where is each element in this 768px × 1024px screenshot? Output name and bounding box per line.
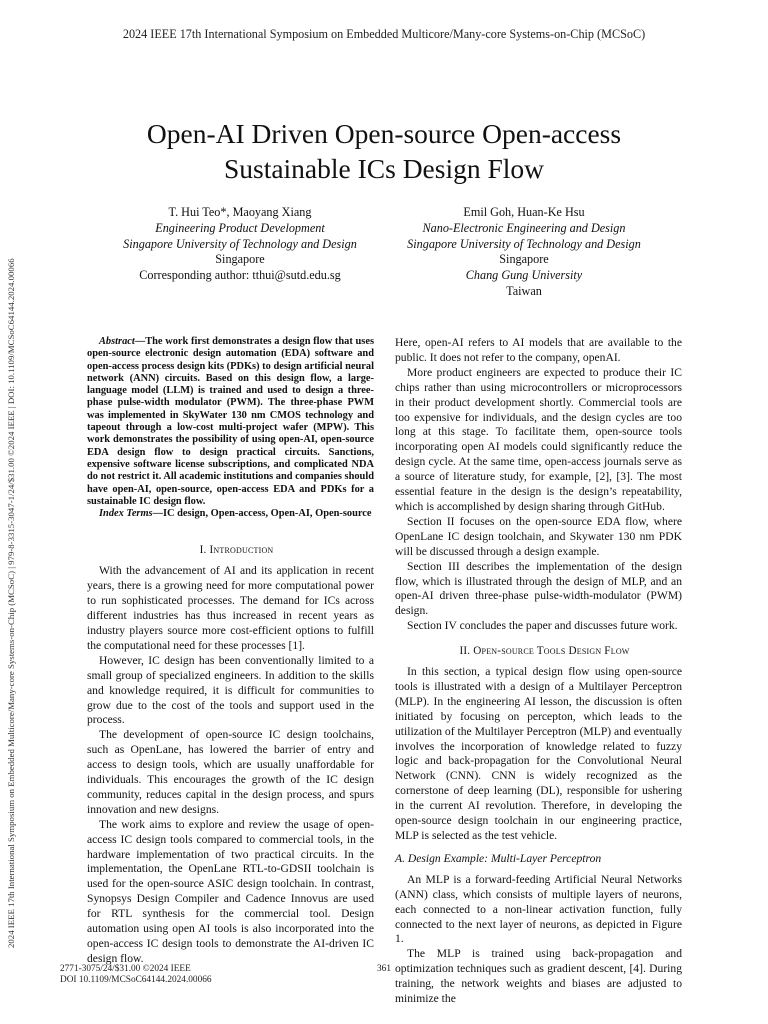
title-line-2: Sustainable ICs Design Flow <box>223 152 545 184</box>
section-heading: I. Introduction <box>199 544 274 557</box>
author-univ: Singapore University of Technology and Design <box>407 236 641 251</box>
paragraph: More product engineers are expected to produce their IC chips rather than using microcontrollers or microprocessors in their product development shortly. Commercial tools are too expensive for individuals, and the design cycles are too long at this stage. To facilitate them, open-source tools incorporating open AI models could significantly reduce the design cycle. At the same time, open-access journals serve as a source of literature study, for example, [2], [3]. The most essential feature in the design is the design’s repeatability, which is accomplished by design sharing through GitHub. <box>395 365 682 513</box>
doi-sidebar: 2024 IEEE 17th International Symposium on Embedded Multicore/Many-core Systems-on-Chip (MCSoC) | 979-8-3315-3047-1/24/$31.00 ©2024 IEEE | DOI: 10.1109/MCSoC64144.2024.00066 <box>6 258 16 948</box>
author-block-1 <box>90 205 390 284</box>
subsection-heading: A. Design Example: Multi-Layer Perceptron <box>395 851 602 865</box>
title-line-1: Open-AI Driven Open-source Open-access <box>146 118 622 149</box>
author-country: Taiwan <box>506 283 542 298</box>
abstract <box>87 336 374 508</box>
paragraph: The development of open-source IC design toolchains, such as OpenLane, has lowered the barrier of entry and access to design tools, which are usually unaffordable for individuals. This encourages the growth of the IC design community, reduces capital in the design process, and spurs innovation and new designs. <box>87 728 374 816</box>
conference-header: 2024 IEEE 17th International Symposium on Embedded Multicore/Many-core Systems-on-Chip (MCSoC) <box>122 27 646 41</box>
abstract-text: —The work first demonstrates a design flow that uses open-source electronic design automation (EDA) software and open-access process design kits (PDKs) to design artificial neural network (ANN) circuits. Based on this design flow, a large-language model (LLM) is trained and used to design a three-phase pulse-width modulator (PWM). The three-phase PWM was implemented in SkyWater 130 nm CMOS technology and tapeout through a low-cost multi-project wafer (MPW). This work demonstrates the possibility of using open-AI, open-source EDA design flow to design practical circuits. Sanctions, expensive software license subscriptions, and complicated NDA do not restrict it. All academic institutions and companies should have open-AI, open-source, open-access EDA and PDKs for a sustainable IC design flow. <box>87 336 374 507</box>
left-column <box>87 336 374 967</box>
author-univ: Singapore University of Technology and Design <box>123 236 357 251</box>
section-heading: II. Open-source Tools Design Flow <box>459 645 630 658</box>
footer-doi: DOI 10.1109/MCSoC64144.2024.00066 <box>60 975 212 985</box>
abstract-label: Abstract <box>99 336 135 347</box>
paragraph: Here, open-AI refers to AI models that are available to the public. It does not refer to the company, openAI. <box>395 336 682 364</box>
author-city: Singapore <box>499 252 549 267</box>
page-number: 361 <box>377 964 391 974</box>
paragraph: The MLP is trained using back-propagation and optimization techniques such as gradient descent, [4]. During training, the network weights and biases are adjusted to minimize the <box>395 947 682 1006</box>
paper-title <box>60 117 708 187</box>
index-terms-text: —IC design, Open-access, Open-AI, Open-source <box>152 508 372 520</box>
footer-issn: 2771-3075/24/$31.00 ©2024 IEEE <box>60 964 191 974</box>
author-names: Emil Goh, Huan-Ke Hsu <box>463 205 585 219</box>
author-univ-2: Chang Gung University <box>465 268 583 283</box>
author-block-2 <box>374 205 674 300</box>
paragraph: An MLP is a forward-feeding Artificial Neural Networks (ANN) class, which consists of multiple layers of neurons, each connected to a non-linear activation function, fully connected to the next layer of neurons, as depicted in Figure 1. <box>395 872 682 946</box>
index-terms <box>87 508 374 520</box>
paragraph: In this section, a typical design flow using open-source tools is illustrated with a design of a Multilayer Perceptron (MLP). In the engineering AI lesson, the discussion is often initiated by focusing on percepton, which leads to the utilization of the Multilayer Perceptron (MLP) and eventually involves the incorporation of knowledge related to fuzzy logic and back-propagation for the Convolutional Neural Network (CNN). CNN is widely recognized as the cornerstone of deep learning (DL), responsible for ushering in the current AI revolution. Therefore, in developing the open-source design toolchain in our engineering practice, MLP is selected as the test vehicle. <box>395 665 682 842</box>
author-city: Singapore <box>215 252 265 267</box>
paragraph: Section II focuses on the open-source EDA flow, where OpenLane IC design toolchain, and Skywater 130 nm PDK will be discussed through a design example. <box>395 514 682 558</box>
author-dept: Engineering Product Development <box>155 220 325 235</box>
paragraph: However, IC design has been conventionally limited to a small group of specialized engineers. In addition to the skills and knowledge required, it is difficult for communities to grow due to the cost of the tools and support used in the process. <box>87 653 374 727</box>
paragraph: Section IV concludes the paper and discusses future work. <box>407 619 678 633</box>
author-dept: Nano-Electronic Engineering and Design <box>422 220 626 235</box>
paragraph: The work aims to explore and review the usage of open-access IC design tools compared to commercial tools, in the hardware implementation of two practical circuits. In the implementation, the OpenLane RTL-to-GDSII toolchain is used for the open-source ASIC design toolchain. In contrast, Synopsys Design Compiler and Cadence Innovus are used for RTL synthesis for the commercial tool. Design automation using open AI tools is also incorporated into the open-access IC design tools to demonstrate the AI-driven IC design flow. <box>87 817 374 965</box>
paragraph: With the advancement of AI and its application in recent years, there is a growing need for more computational power to run sophisticated processes. The demand for ICs across different industries has thus increased in recent years as industry players source more cost-efficient options to fulfill the computational need for these processes [1]. <box>87 564 374 652</box>
index-terms-label: Index Terms <box>99 508 153 520</box>
right-column <box>395 336 682 1007</box>
author-names: T. Hui Teo*, Maoyang Xiang <box>168 205 312 219</box>
corresponding-author: Corresponding author: tthui@sutd.edu.sg <box>139 268 341 283</box>
paragraph: Section III describes the implementation of the design flow, which is illustrated through the design of MLP, and an open-AI driven three-phase pulse-width-modulator (PWM) design. <box>395 559 682 618</box>
